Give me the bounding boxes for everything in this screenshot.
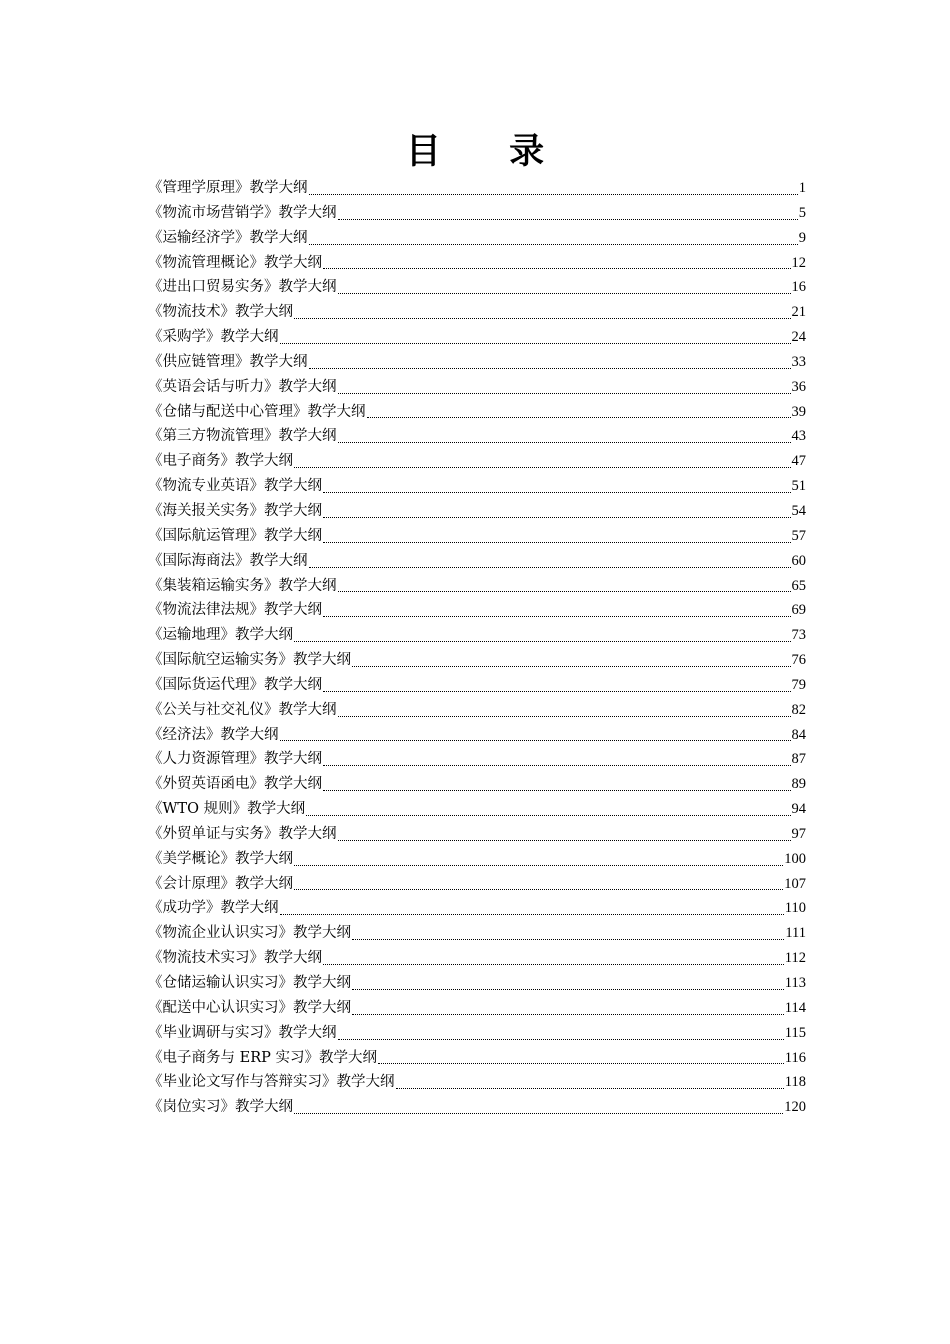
toc-entry[interactable] xyxy=(148,723,806,748)
dot-leader xyxy=(352,938,784,940)
toc-entry-page-number: 113 xyxy=(784,975,806,991)
toc-entry-page-number: 118 xyxy=(784,1074,806,1091)
toc-entry[interactable] xyxy=(148,524,806,549)
toc-entry-title: 《岗位实习》教学大纲 xyxy=(148,1099,293,1116)
dot-leader xyxy=(323,615,791,617)
dot-leader xyxy=(280,342,791,344)
toc-entry-page-number: 21 xyxy=(791,304,806,321)
toc-entry-page-number: 82 xyxy=(791,701,806,718)
toc-entry-page-number: 54 xyxy=(791,502,806,519)
toc-entry[interactable] xyxy=(148,747,806,772)
toc-entry-title: 《毕业调研与实习》教学大纲 xyxy=(148,1024,337,1041)
toc-entry-title: 《海关报关实务》教学大纲 xyxy=(148,502,322,519)
toc-entry[interactable] xyxy=(148,946,806,971)
toc-entry-page-number: 87 xyxy=(791,751,806,768)
toc-entry[interactable] xyxy=(148,1095,806,1120)
dot-leader xyxy=(367,416,791,418)
toc-entry-page-number: 76 xyxy=(791,652,806,669)
dot-leader xyxy=(294,640,791,642)
toc-entry[interactable] xyxy=(148,201,806,226)
dot-leader xyxy=(396,1087,784,1089)
page-title: 目 录 xyxy=(405,132,573,172)
dot-leader xyxy=(294,317,791,319)
toc-entry-title: 《国际航空运输实务》教学大纲 xyxy=(148,652,351,669)
toc-entry-title: 《物流专业英语》教学大纲 xyxy=(148,478,322,495)
toc-entry-title: 《物流技术》教学大纲 xyxy=(148,304,293,321)
dot-leader xyxy=(280,913,784,915)
toc-entry-page-number: 69 xyxy=(791,602,806,619)
toc-entry[interactable] xyxy=(148,424,806,449)
toc-entry-page-number: 24 xyxy=(791,329,806,346)
toc-entry-title: 《第三方物流管理》教学大纲 xyxy=(148,428,337,445)
toc-entry-page-number: 1 xyxy=(798,180,806,196)
toc-entry-page-number: 16 xyxy=(791,279,806,296)
toc-entry-page-number: 120 xyxy=(784,1099,806,1116)
toc-entry[interactable] xyxy=(148,772,806,797)
toc-entry-page-number: 5 xyxy=(798,204,806,221)
dot-leader xyxy=(280,739,791,741)
dot-leader xyxy=(306,814,790,816)
toc-entry-title: 《物流管理概论》教学大纲 xyxy=(148,254,322,271)
toc-entry[interactable] xyxy=(148,251,806,276)
toc-entry-page-number: 65 xyxy=(791,577,806,594)
dot-leader xyxy=(378,1062,784,1064)
toc-entry-title: 《仓储运输认识实习》教学大纲 xyxy=(148,975,351,991)
toc-entry-title: 《集装箱运输实务》教学大纲 xyxy=(148,577,337,594)
toc-entry-page-number: 112 xyxy=(784,950,806,967)
toc-entry[interactable] xyxy=(148,872,806,897)
toc-entry[interactable] xyxy=(148,300,806,325)
dot-leader xyxy=(323,491,791,493)
dot-leader xyxy=(294,466,791,468)
toc-entry-title: 《配送中心认识实习》教学大纲 xyxy=(148,999,351,1016)
toc-entry-page-number: 111 xyxy=(785,925,806,942)
toc-entry-title: 《公关与社交礼仪》教学大纲 xyxy=(148,701,337,718)
toc-entry-page-number: 73 xyxy=(791,627,806,644)
toc-entry-title: 《WTO 规则》教学大纲 xyxy=(148,801,306,818)
toc-entry-title: 《成功学》教学大纲 xyxy=(148,900,279,917)
dot-leader xyxy=(323,267,791,269)
toc-entry[interactable] xyxy=(148,375,806,400)
toc-entry-title: 《物流企业认识实习》教学大纲 xyxy=(148,925,351,942)
toc-entry-page-number: 79 xyxy=(791,676,806,693)
toc-entry[interactable] xyxy=(148,400,806,425)
toc-entry-page-number: 114 xyxy=(784,999,806,1016)
dot-leader xyxy=(323,764,791,766)
toc-entry-page-number: 57 xyxy=(791,527,806,544)
toc-entry-page-number: 84 xyxy=(791,726,806,743)
toc-entry-page-number: 116 xyxy=(784,1049,806,1066)
toc-entry-page-number: 115 xyxy=(784,1024,806,1041)
toc-entry-title: 《进出口贸易实务》教学大纲 xyxy=(148,279,337,296)
toc-entry-title: 《物流技术实习》教学大纲 xyxy=(148,950,322,967)
dot-leader xyxy=(309,566,791,568)
dot-leader xyxy=(338,715,791,717)
toc-entry-page-number: 51 xyxy=(791,478,806,495)
toc-entry-title: 《人力资源管理》教学大纲 xyxy=(148,751,322,768)
toc-entry[interactable] xyxy=(148,921,806,946)
toc-entry-title: 《物流法律法规》教学大纲 xyxy=(148,602,322,619)
toc-entry-title: 《外贸单证与实务》教学大纲 xyxy=(148,825,337,842)
toc-entry[interactable] xyxy=(148,623,806,648)
toc-entry[interactable] xyxy=(148,673,806,698)
dot-leader xyxy=(338,292,791,294)
toc-entry-title: 《电子商务》教学大纲 xyxy=(148,453,293,470)
toc-entry-page-number: 89 xyxy=(791,776,806,793)
toc-entry[interactable] xyxy=(148,847,806,872)
toc-entry-title: 《物流市场营销学》教学大纲 xyxy=(148,204,337,221)
dot-leader xyxy=(309,193,798,195)
toc-entry[interactable] xyxy=(148,698,806,723)
dot-leader xyxy=(338,1038,784,1040)
toc-entry-page-number: 12 xyxy=(791,254,806,271)
toc-entry[interactable] xyxy=(148,176,806,201)
dot-leader xyxy=(294,1112,783,1114)
toc-entry[interactable] xyxy=(148,598,806,623)
toc-entry-title: 《会计原理》教学大纲 xyxy=(148,875,293,892)
toc-entry-title: 《国际航运管理》教学大纲 xyxy=(148,527,322,544)
toc-entry[interactable] xyxy=(148,350,806,375)
dot-leader xyxy=(352,1013,784,1015)
toc-entry-page-number: 100 xyxy=(784,850,806,867)
toc-entry-page-number: 94 xyxy=(791,801,806,818)
toc-entry[interactable] xyxy=(148,971,806,996)
toc-entry-page-number: 43 xyxy=(791,428,806,445)
toc-entry-title: 《国际货运代理》教学大纲 xyxy=(148,676,322,693)
toc-entry-page-number: 33 xyxy=(791,353,806,370)
toc-entry[interactable] xyxy=(148,1021,806,1046)
toc-entry[interactable] xyxy=(148,449,806,474)
toc-entry-page-number: 39 xyxy=(791,403,806,420)
toc-entry-title: 《电子商务与 ERP 实习》教学大纲 xyxy=(148,1049,377,1066)
toc-entry[interactable] xyxy=(148,474,806,499)
dot-leader xyxy=(323,516,791,518)
dot-leader xyxy=(352,988,784,990)
table-of-contents xyxy=(148,176,806,1120)
dot-leader xyxy=(323,541,791,543)
toc-entry-title: 《外贸英语函电》教学大纲 xyxy=(148,776,322,793)
dot-leader xyxy=(294,864,783,866)
toc-entry-page-number: 36 xyxy=(791,378,806,395)
toc-entry[interactable] xyxy=(148,822,806,847)
toc-entry-title: 《采购学》教学大纲 xyxy=(148,329,279,346)
dot-leader xyxy=(338,218,798,220)
toc-entry-title: 《经济法》教学大纲 xyxy=(148,726,279,743)
dot-leader xyxy=(323,963,784,965)
toc-entry[interactable] xyxy=(148,574,806,599)
toc-entry[interactable] xyxy=(148,797,806,822)
toc-entry-title: 《管理学原理》教学大纲 xyxy=(148,180,308,196)
toc-entry[interactable] xyxy=(148,275,806,300)
toc-entry-title: 《运输地理》教学大纲 xyxy=(148,627,293,644)
toc-entry-title: 《英语会话与听力》教学大纲 xyxy=(148,378,337,395)
dot-leader xyxy=(309,367,791,369)
dot-leader xyxy=(338,590,791,592)
toc-entry-title: 《国际海商法》教学大纲 xyxy=(148,552,308,569)
toc-entry[interactable] xyxy=(148,549,806,574)
toc-entry-title: 《供应链管理》教学大纲 xyxy=(148,353,308,370)
toc-entry-title: 《美学概论》教学大纲 xyxy=(148,850,293,867)
toc-entry-page-number: 110 xyxy=(784,900,806,917)
toc-entry[interactable] xyxy=(148,499,806,524)
dot-leader xyxy=(352,665,791,667)
dot-leader xyxy=(309,243,798,245)
toc-entry[interactable] xyxy=(148,226,806,251)
dot-leader xyxy=(338,392,791,394)
toc-entry[interactable] xyxy=(148,648,806,673)
toc-entry[interactable] xyxy=(148,896,806,921)
toc-entry-title: 《仓储与配送中心管理》教学大纲 xyxy=(148,403,366,420)
toc-entry-page-number: 60 xyxy=(791,552,806,569)
toc-entry-title: 《运输经济学》教学大纲 xyxy=(148,229,308,246)
dot-leader xyxy=(323,690,791,692)
toc-entry-page-number: 47 xyxy=(791,453,806,470)
dot-leader xyxy=(323,789,791,791)
toc-entry[interactable] xyxy=(148,996,806,1021)
toc-entry-page-number: 97 xyxy=(791,825,806,842)
dot-leader xyxy=(338,441,791,443)
toc-entry-title: 《毕业论文写作与答辩实习》教学大纲 xyxy=(148,1074,395,1091)
toc-entry[interactable] xyxy=(148,1046,806,1071)
toc-entry[interactable] xyxy=(148,1070,806,1095)
toc-entry-page-number: 107 xyxy=(784,875,806,892)
dot-leader xyxy=(338,839,791,841)
toc-entry[interactable] xyxy=(148,325,806,350)
dot-leader xyxy=(294,888,783,890)
toc-entry-page-number: 9 xyxy=(798,229,806,246)
